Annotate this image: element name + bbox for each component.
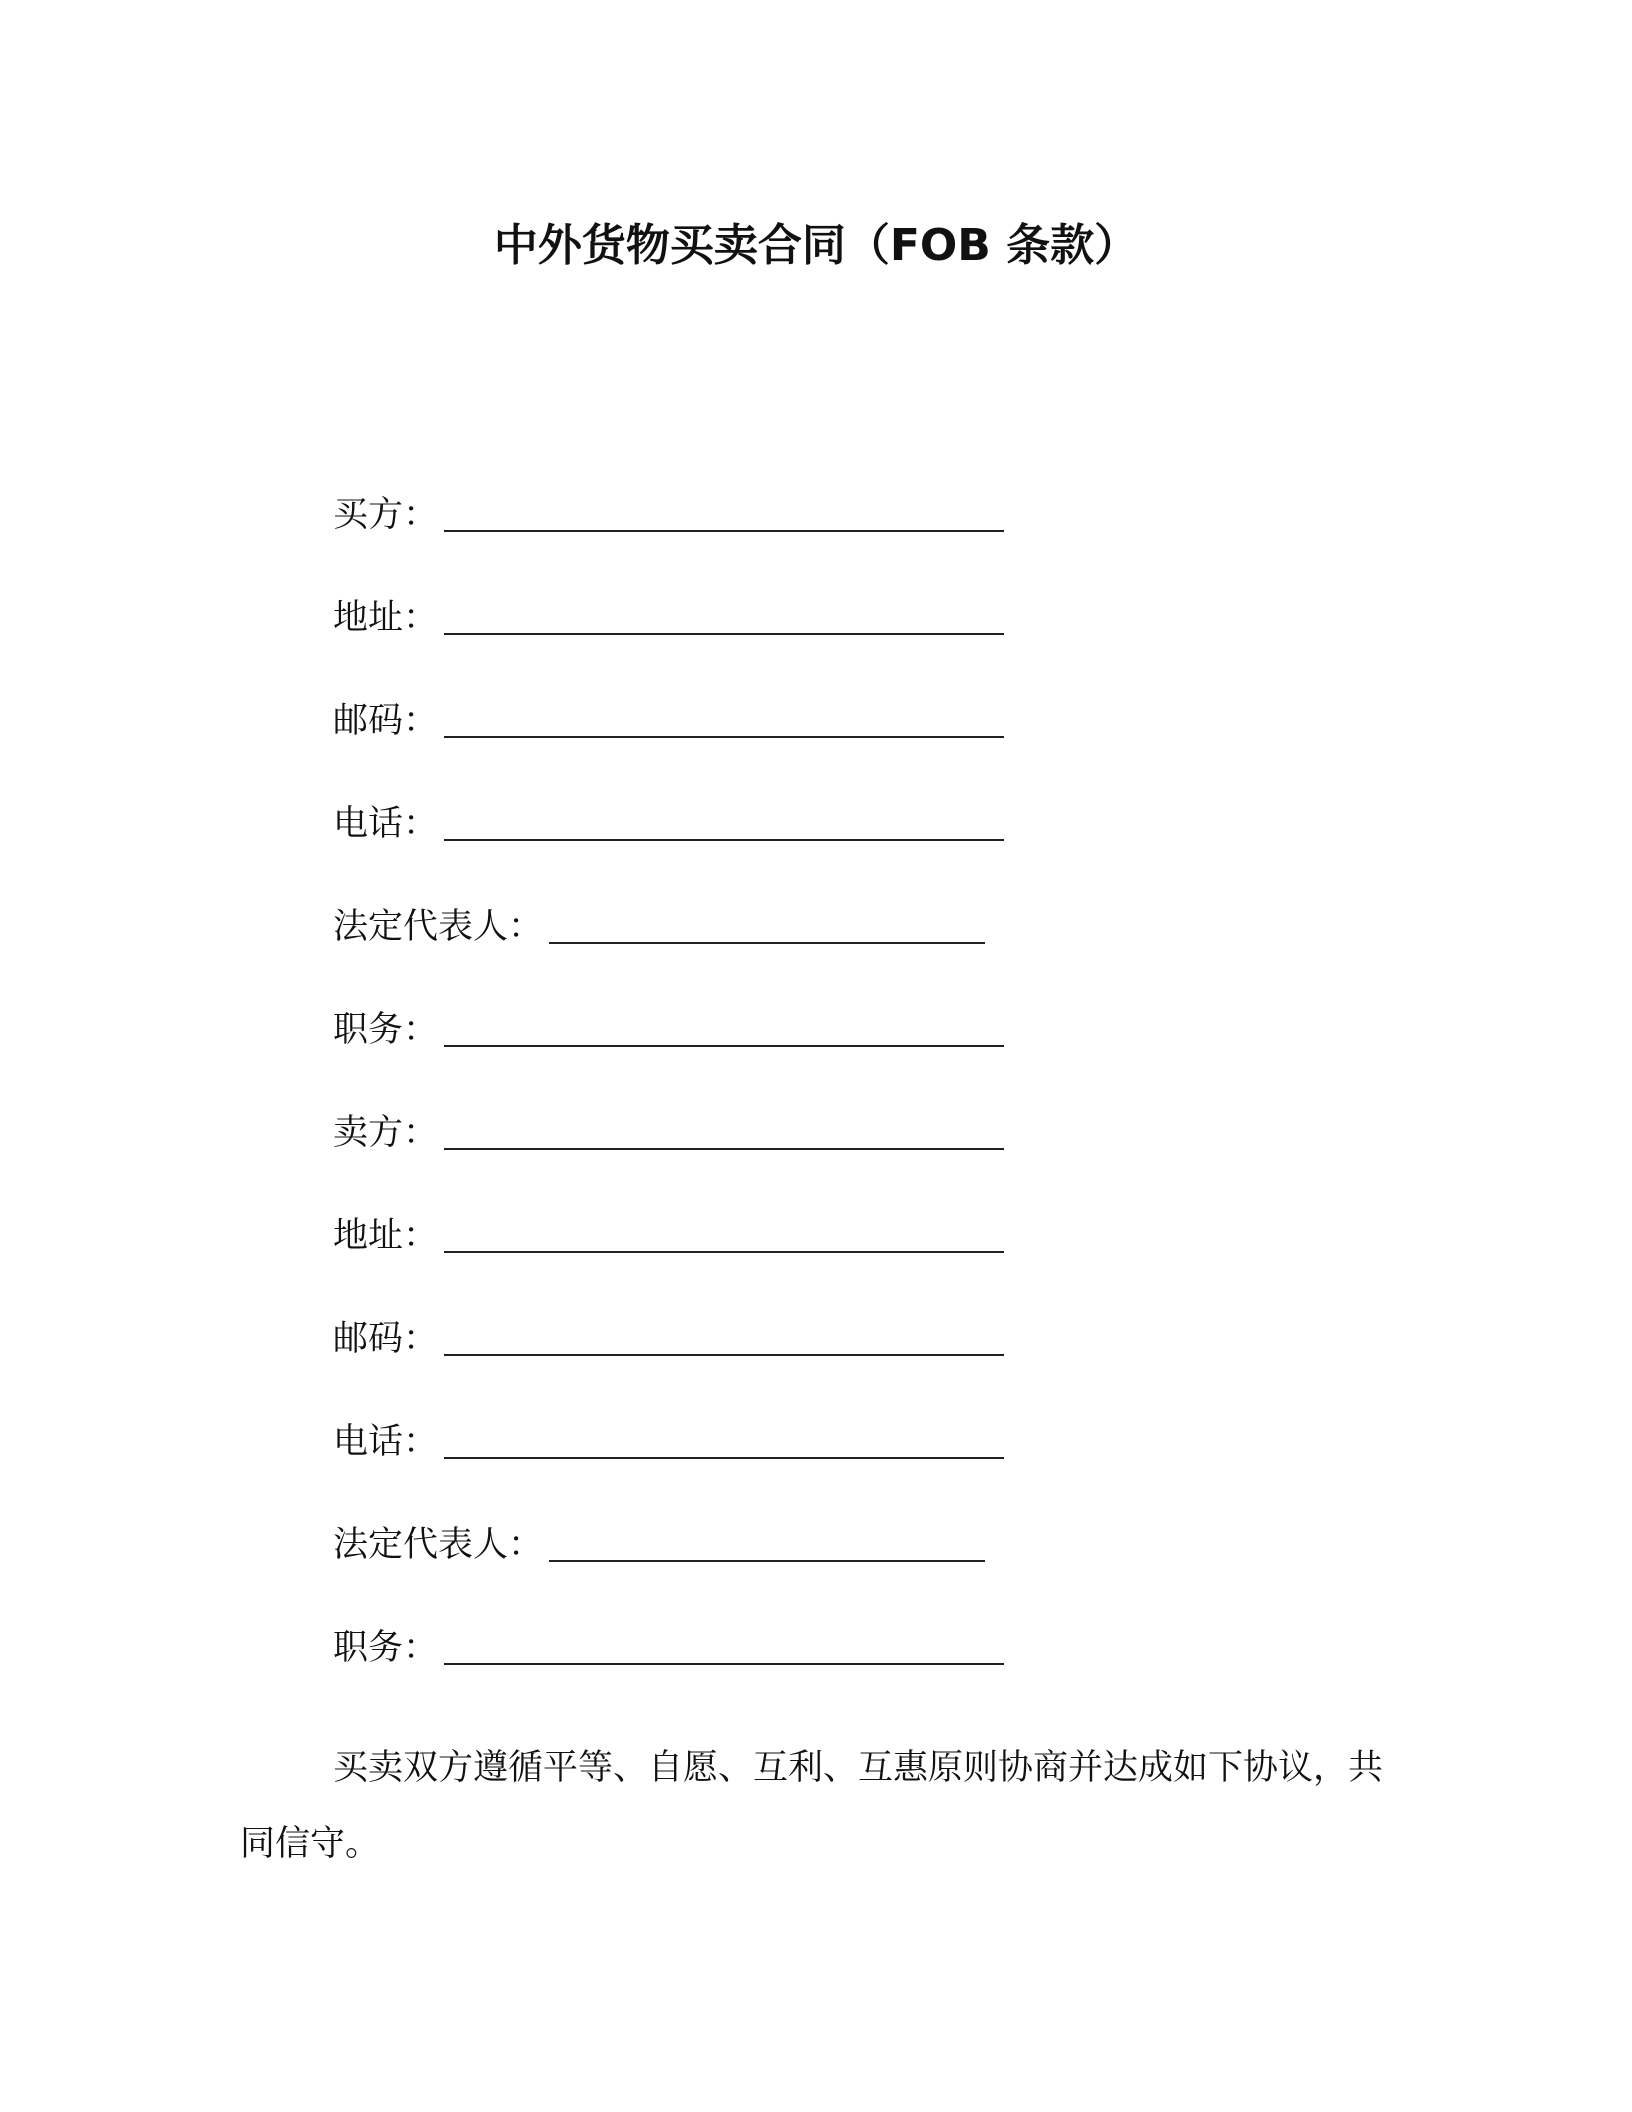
field-blank-seller-postcode[interactable] <box>444 1314 1004 1356</box>
field-label-buyer-position: 职务： <box>333 1010 439 1050</box>
field-buyer-legal-rep <box>333 902 985 952</box>
field-label-seller-legal-rep: 法定代表人： <box>333 1525 544 1565</box>
field-label-seller-postcode: 邮码： <box>333 1319 439 1359</box>
field-seller-position <box>333 1623 1004 1673</box>
field-blank-seller[interactable] <box>444 1108 1004 1150</box>
field-buyer-phone <box>333 799 1004 849</box>
field-buyer-postcode <box>333 696 1004 746</box>
field-blank-seller-position[interactable] <box>444 1623 1004 1665</box>
field-blank-buyer-position[interactable] <box>444 1005 1004 1047</box>
field-label-buyer-address: 地址： <box>333 598 439 638</box>
field-buyer-address <box>333 593 1004 643</box>
field-blank-buyer-postcode[interactable] <box>444 696 1004 738</box>
field-label-buyer: 买方： <box>333 495 439 535</box>
field-buyer-position <box>333 1005 1004 1055</box>
field-label-buyer-legal-rep: 法定代表人： <box>333 907 544 947</box>
field-seller-postcode <box>333 1314 1004 1364</box>
field-label-seller: 卖方： <box>333 1113 439 1153</box>
field-label-seller-position: 职务： <box>333 1628 439 1668</box>
field-seller <box>333 1108 1004 1158</box>
field-seller-legal-rep <box>333 1520 985 1570</box>
field-blank-seller-phone[interactable] <box>444 1417 1004 1459</box>
field-label-buyer-phone: 电话： <box>333 804 439 844</box>
agreement-paragraph: 买卖双方遵循平等、自愿、互利、互惠原则协商并达成如下协议，共同信守。 <box>240 1748 1384 1864</box>
field-blank-buyer-address[interactable] <box>444 593 1004 635</box>
field-blank-seller-address[interactable] <box>444 1211 1004 1253</box>
field-label-buyer-postcode: 邮码： <box>333 701 439 741</box>
field-blank-buyer[interactable] <box>444 490 1004 532</box>
field-label-seller-phone: 电话： <box>333 1422 439 1462</box>
field-blank-buyer-legal-rep[interactable] <box>549 902 985 944</box>
contract-title: 中外货物买卖合同（FOB 条款） <box>493 220 1139 271</box>
field-blank-seller-legal-rep[interactable] <box>549 1520 985 1562</box>
field-seller-phone <box>333 1417 1004 1467</box>
field-label-seller-address: 地址： <box>333 1216 439 1256</box>
field-seller-address <box>333 1211 1004 1261</box>
field-buyer <box>333 490 1004 540</box>
field-blank-buyer-phone[interactable] <box>444 799 1004 841</box>
